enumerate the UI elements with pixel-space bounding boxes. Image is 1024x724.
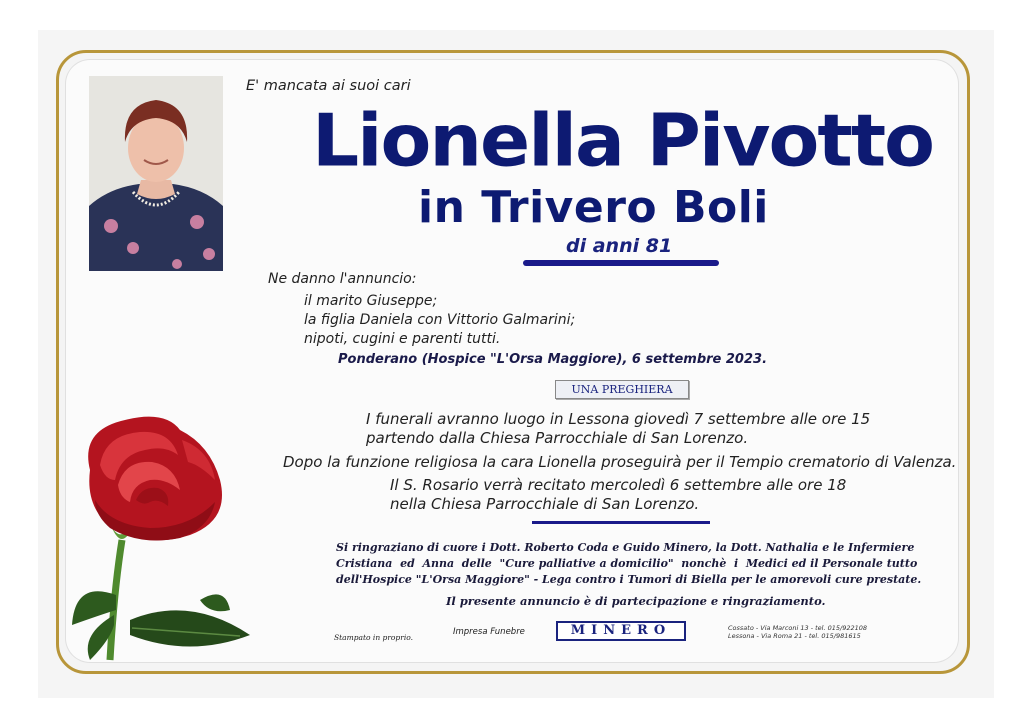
funeral-info: I funerali avranno luogo in Lessona giovedì 7 settembre alle ore 15 partendo dalla Chiesa Parrocchiale di San Lorenzo. [366, 410, 871, 447]
cremation-info: Dopo la funzione religiosa la cara Lionella proseguirà per il Tempio crematorio di Valenza. [283, 453, 957, 471]
place-date: Ponderano (Hospice "L'Orsa Maggiore), 6 settembre 2023. [338, 352, 768, 367]
married-name: in Trivero Boli [418, 182, 769, 233]
agency-addresses: Cossato - Via Marconi 13 - tel. 015/922108 Lessona - Via Roma 21 - tel. 015/981615 [728, 624, 868, 640]
age-text: di anni 81 [566, 235, 673, 257]
deceased-name: Lionella Pivotto [312, 98, 933, 184]
portrait-photo [89, 76, 223, 271]
announce-label: Ne danno l'annuncio: [268, 271, 417, 287]
agency-label: Impresa Funebre [453, 627, 525, 637]
agency-logo: MINERO [556, 621, 686, 641]
rose-icon [70, 410, 270, 670]
thanks-text: Si ringraziano di cuore i Dott. Roberto Coda e Guido Minero, la Dott. Nathalia e le Infermiere Cristiana ed Anna delle "Cure palliative a domicilio" nonchè i Medici ed il Personale tutto dell'Hospice "L'Orsa Maggiore" - Lega contro i Tumori di Biella per le amorevoli cure prestate. [336, 541, 922, 586]
prayer-button[interactable]: UNA PREGHIERA [555, 380, 689, 399]
family-list: il marito Giuseppe; la figlia Daniela con Vittorio Galmarini; nipoti, cugini e parenti tutti. [304, 293, 576, 347]
rosary-info: Il S. Rosario verrà recitato mercoledì 6 settembre alle ore 18 nella Chiesa Parrocchiale di San Lorenzo. [390, 476, 847, 513]
intro-text: E' mancata ai suoi cari [246, 78, 411, 94]
divider-bar [523, 260, 719, 266]
divider-line [532, 521, 710, 524]
final-note: Il presente annuncio è di partecipazione e ringraziamento. [446, 594, 826, 608]
printed-note: Stampato in proprio. [334, 633, 413, 642]
